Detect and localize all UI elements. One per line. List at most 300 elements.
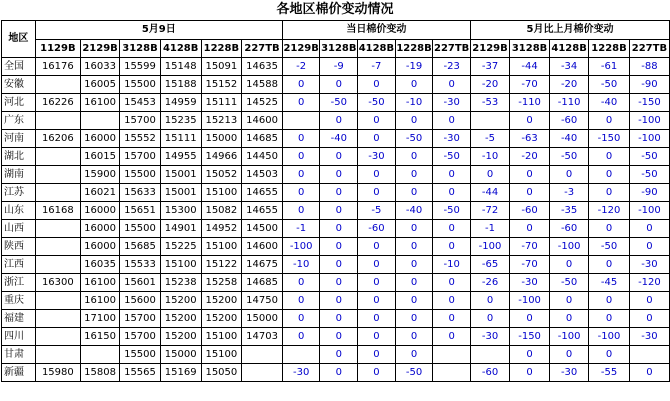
- daily-change-cell: 0: [358, 238, 396, 256]
- daily-change-cell: 0: [433, 166, 471, 184]
- column-header: 4128B: [358, 40, 396, 58]
- daily-change-cell: 0: [282, 202, 320, 220]
- price-cell: 14685: [242, 130, 283, 148]
- monthly-change-cell: -88: [629, 58, 669, 76]
- monthly-change-cell: 0: [629, 220, 669, 238]
- monthly-change-cell: 0: [629, 364, 669, 382]
- daily-change-cell: -23: [433, 58, 471, 76]
- monthly-change-cell: -150: [510, 328, 550, 346]
- price-cell: 15091: [201, 58, 242, 76]
- region-cell: 湖南: [2, 166, 36, 184]
- price-cell: [35, 184, 80, 202]
- daily-change-cell: 0: [395, 112, 433, 130]
- daily-change-cell: 0: [395, 148, 433, 166]
- daily-change-cell: 0: [395, 238, 433, 256]
- column-header: 1228B: [589, 40, 630, 58]
- price-cell: 14959: [160, 94, 201, 112]
- monthly-change-cell: -110: [510, 94, 550, 112]
- region-cell: 陕西: [2, 238, 36, 256]
- region-cell: 福建: [2, 310, 36, 328]
- monthly-change-cell: 0: [550, 256, 589, 274]
- monthly-change-cell: -60: [510, 202, 550, 220]
- monthly-change-cell: 0: [629, 310, 669, 328]
- monthly-change-cell: -50: [550, 274, 589, 292]
- price-cell: 15258: [201, 274, 242, 292]
- price-cell: [80, 112, 119, 130]
- monthly-change-cell: -70: [510, 256, 550, 274]
- monthly-change-cell: 0: [589, 310, 630, 328]
- monthly-change-cell: 0: [510, 364, 550, 382]
- price-cell: 16150: [80, 328, 119, 346]
- price-cell: 15213: [201, 112, 242, 130]
- column-header: 1228B: [395, 40, 433, 58]
- monthly-change-cell: -30: [550, 364, 589, 382]
- column-header: 1129B: [35, 40, 80, 58]
- monthly-change-cell: -30: [510, 274, 550, 292]
- monthly-change-cell: -20: [510, 148, 550, 166]
- price-cell: 15533: [120, 256, 161, 274]
- price-cell: [35, 76, 80, 94]
- price-cell: [242, 364, 283, 382]
- price-cell: 15100: [201, 184, 242, 202]
- monthly-change-cell: 0: [550, 166, 589, 184]
- monthly-change-cell: 0: [629, 238, 669, 256]
- price-cell: 16300: [35, 274, 80, 292]
- daily-change-cell: 0: [320, 76, 358, 94]
- daily-change-cell: 0: [395, 328, 433, 346]
- table-row: [2, 274, 670, 292]
- table-title: 各地区棉价变动情况: [276, 2, 394, 17]
- monthly-change-cell: -120: [589, 202, 630, 220]
- daily-change-cell: 0: [320, 148, 358, 166]
- price-cell: 14655: [242, 202, 283, 220]
- price-cell: 16000: [80, 238, 119, 256]
- table-row: [2, 58, 670, 76]
- daily-change-cell: 0: [358, 310, 396, 328]
- monthly-change-cell: -90: [629, 76, 669, 94]
- monthly-change-cell: -35: [550, 202, 589, 220]
- table-row: [2, 364, 670, 382]
- daily-change-cell: 0: [282, 310, 320, 328]
- daily-change-cell: 0: [433, 112, 471, 130]
- monthly-change-cell: 0: [589, 112, 630, 130]
- monthly-change-cell: -44: [510, 58, 550, 76]
- price-cell: 15100: [201, 238, 242, 256]
- daily-change-cell: 0: [282, 166, 320, 184]
- daily-change-cell: 0: [395, 166, 433, 184]
- monthly-change-cell: -40: [550, 130, 589, 148]
- table-row: [2, 238, 670, 256]
- monthly-change-cell: 0: [550, 310, 589, 328]
- price-cell: 15700: [120, 310, 161, 328]
- daily-change-cell: -100: [282, 238, 320, 256]
- price-cell: 16100: [80, 292, 119, 310]
- monthly-change-cell: -90: [629, 184, 669, 202]
- monthly-change-cell: 0: [470, 166, 509, 184]
- monthly-change-cell: 0: [589, 166, 630, 184]
- monthly-change-cell: 0: [589, 346, 630, 364]
- price-cell: 15633: [120, 184, 161, 202]
- monthly-change-cell: 0: [510, 112, 550, 130]
- monthly-change-cell: -70: [510, 76, 550, 94]
- daily-change-cell: -2: [282, 58, 320, 76]
- price-cell: 14600: [242, 238, 283, 256]
- price-cell: 14600: [242, 112, 283, 130]
- monthly-change-cell: 0: [510, 166, 550, 184]
- daily-change-cell: -30: [358, 148, 396, 166]
- price-cell: 15000: [201, 130, 242, 148]
- daily-change-cell: [282, 346, 320, 364]
- price-cell: 15685: [120, 238, 161, 256]
- column-header: 2129B: [282, 40, 320, 58]
- region-cell: 甘肃: [2, 346, 36, 364]
- price-cell: 14500: [242, 220, 283, 238]
- table-body: [2, 58, 670, 382]
- daily-change-cell: 0: [320, 310, 358, 328]
- daily-change-cell: 0: [282, 184, 320, 202]
- monthly-change-cell: -20: [470, 76, 509, 94]
- region-cell: 河北: [2, 94, 36, 112]
- monthly-change-group-header: 5月比上月棉价变动: [470, 21, 669, 40]
- price-cell: 16100: [80, 274, 119, 292]
- price-cell: 17100: [80, 310, 119, 328]
- monthly-change-cell: 0: [629, 292, 669, 310]
- daily-change-cell: 0: [282, 148, 320, 166]
- daily-change-cell: 0: [320, 364, 358, 382]
- price-cell: [35, 346, 80, 364]
- daily-change-cell: 0: [320, 346, 358, 364]
- monthly-change-cell: -60: [550, 112, 589, 130]
- monthly-change-cell: 0: [510, 310, 550, 328]
- table-row: [2, 220, 670, 238]
- price-cell: [35, 328, 80, 346]
- region-cell: 湖北: [2, 148, 36, 166]
- price-cell: 16015: [80, 148, 119, 166]
- price-cell: 15169: [160, 364, 201, 382]
- monthly-change-cell: -70: [510, 238, 550, 256]
- price-cell: 15500: [120, 166, 161, 184]
- price-cell: 15100: [160, 256, 201, 274]
- monthly-change-cell: -20: [550, 76, 589, 94]
- daily-change-cell: 0: [320, 202, 358, 220]
- daily-change-cell: 0: [282, 292, 320, 310]
- daily-change-cell: 0: [358, 292, 396, 310]
- table-row: [2, 292, 670, 310]
- monthly-change-cell: 0: [550, 346, 589, 364]
- monthly-change-cell: -100: [629, 202, 669, 220]
- monthly-change-cell: -150: [629, 94, 669, 112]
- price-cell: 14525: [242, 94, 283, 112]
- daily-change-cell: 0: [395, 184, 433, 202]
- price-cell: 15453: [120, 94, 161, 112]
- column-header: 3128B: [120, 40, 161, 58]
- daily-change-cell: 0: [320, 112, 358, 130]
- daily-change-cell: -5: [358, 202, 396, 220]
- monthly-change-cell: -100: [510, 292, 550, 310]
- daily-change-group-header: 当日棉价变动: [282, 21, 470, 40]
- daily-change-cell: 0: [358, 184, 396, 202]
- daily-change-cell: 0: [320, 184, 358, 202]
- table-row: [2, 202, 670, 220]
- price-cell: 15900: [80, 166, 119, 184]
- daily-change-cell: -40: [320, 130, 358, 148]
- monthly-change-cell: -30: [629, 256, 669, 274]
- daily-change-cell: 0: [320, 256, 358, 274]
- monthly-change-cell: 0: [589, 292, 630, 310]
- monthly-change-cell: -100: [629, 112, 669, 130]
- region-cell: 全国: [2, 58, 36, 76]
- monthly-change-cell: -63: [510, 130, 550, 148]
- price-cell: 16005: [80, 76, 119, 94]
- price-cell: 15200: [160, 328, 201, 346]
- daily-change-cell: -40: [395, 202, 433, 220]
- monthly-change-cell: -65: [470, 256, 509, 274]
- price-group-header: 5月9日: [35, 21, 282, 40]
- column-header: 2129B: [470, 40, 509, 58]
- price-cell: 15600: [120, 292, 161, 310]
- daily-change-cell: 0: [433, 274, 471, 292]
- price-cell: 15100: [201, 346, 242, 364]
- column-header: 3128B: [510, 40, 550, 58]
- price-cell: 15500: [120, 76, 161, 94]
- price-cell: 15200: [201, 292, 242, 310]
- monthly-change-cell: -3: [550, 184, 589, 202]
- price-cell: 14450: [242, 148, 283, 166]
- region-cell: 新疆: [2, 364, 36, 382]
- price-cell: [242, 346, 283, 364]
- monthly-change-cell: 0: [589, 148, 630, 166]
- monthly-change-cell: -50: [629, 148, 669, 166]
- monthly-change-cell: -100: [629, 130, 669, 148]
- daily-change-cell: 0: [395, 220, 433, 238]
- price-cell: 15111: [160, 130, 201, 148]
- price-cell: 14635: [242, 58, 283, 76]
- monthly-change-cell: -50: [550, 148, 589, 166]
- price-cell: 15700: [120, 112, 161, 130]
- price-cell: 14901: [160, 220, 201, 238]
- region-cell: 山东: [2, 202, 36, 220]
- price-cell: 15225: [160, 238, 201, 256]
- price-cell: 16168: [35, 202, 80, 220]
- price-cell: 15122: [201, 256, 242, 274]
- daily-change-cell: 0: [358, 256, 396, 274]
- daily-change-cell: 0: [358, 130, 396, 148]
- column-header: 227TB: [629, 40, 669, 58]
- monthly-change-cell: 0: [589, 184, 630, 202]
- price-cell: 14588: [242, 76, 283, 94]
- price-cell: 15565: [120, 364, 161, 382]
- monthly-change-cell: -50: [629, 166, 669, 184]
- monthly-change-cell: 0: [589, 256, 630, 274]
- region-cell: 山西: [2, 220, 36, 238]
- monthly-change-cell: -34: [550, 58, 589, 76]
- price-cell: 15050: [201, 364, 242, 382]
- price-cell: 15700: [120, 328, 161, 346]
- price-cell: 15000: [242, 310, 283, 328]
- daily-change-cell: -10: [433, 256, 471, 274]
- region-cell: 河南: [2, 130, 36, 148]
- monthly-change-cell: [629, 346, 669, 364]
- daily-change-cell: 0: [358, 364, 396, 382]
- price-cell: 16176: [35, 58, 80, 76]
- table-row: [2, 310, 670, 328]
- daily-change-cell: 0: [395, 310, 433, 328]
- price-cell: [35, 148, 80, 166]
- region-cell: 江西: [2, 256, 36, 274]
- monthly-change-cell: [470, 112, 509, 130]
- daily-change-cell: 0: [395, 76, 433, 94]
- price-cell: 15052: [201, 166, 242, 184]
- daily-change-cell: 0: [320, 166, 358, 184]
- daily-change-cell: -10: [282, 256, 320, 274]
- daily-change-cell: 0: [433, 238, 471, 256]
- daily-change-cell: 0: [395, 292, 433, 310]
- price-cell: 15100: [201, 328, 242, 346]
- table-row: [2, 256, 670, 274]
- price-cell: 16206: [35, 130, 80, 148]
- price-cell: [35, 166, 80, 184]
- table-header: [2, 21, 670, 58]
- price-cell: 16021: [80, 184, 119, 202]
- price-cell: 15000: [160, 346, 201, 364]
- column-header: 3128B: [320, 40, 358, 58]
- table-row: [2, 130, 670, 148]
- daily-change-cell: 0: [358, 328, 396, 346]
- monthly-change-cell: -26: [470, 274, 509, 292]
- price-cell: 15200: [160, 310, 201, 328]
- daily-change-cell: -50: [433, 202, 471, 220]
- monthly-change-cell: -110: [550, 94, 589, 112]
- monthly-change-cell: 0: [510, 184, 550, 202]
- column-header: 4128B: [160, 40, 201, 58]
- price-cell: [35, 112, 80, 130]
- daily-change-cell: 0: [433, 292, 471, 310]
- price-cell: 14952: [201, 220, 242, 238]
- monthly-change-cell: -50: [589, 76, 630, 94]
- monthly-change-cell: -10: [470, 148, 509, 166]
- monthly-change-cell: -60: [470, 364, 509, 382]
- monthly-change-cell: 0: [470, 310, 509, 328]
- monthly-change-cell: 0: [510, 346, 550, 364]
- price-cell: 15188: [160, 76, 201, 94]
- monthly-change-cell: -53: [470, 94, 509, 112]
- price-cell: [80, 346, 119, 364]
- column-header: 2129B: [80, 40, 119, 58]
- monthly-change-cell: -37: [470, 58, 509, 76]
- daily-change-cell: -7: [358, 58, 396, 76]
- daily-change-cell: -50: [433, 148, 471, 166]
- daily-change-cell: 0: [395, 256, 433, 274]
- daily-change-cell: -50: [395, 130, 433, 148]
- monthly-change-cell: -5: [470, 130, 509, 148]
- region-cell: 江苏: [2, 184, 36, 202]
- price-cell: [35, 292, 80, 310]
- daily-change-cell: [433, 346, 471, 364]
- table-row: [2, 328, 670, 346]
- column-header: 1228B: [201, 40, 242, 58]
- price-cell: 16000: [80, 130, 119, 148]
- monthly-change-cell: -150: [589, 130, 630, 148]
- monthly-change-cell: -55: [589, 364, 630, 382]
- price-cell: 14955: [160, 148, 201, 166]
- table-row: [2, 346, 670, 364]
- price-cell: 15111: [201, 94, 242, 112]
- table-row: [2, 76, 670, 94]
- price-cell: 16226: [35, 94, 80, 112]
- daily-change-cell: 0: [395, 274, 433, 292]
- price-cell: [35, 220, 80, 238]
- price-cell: 14966: [201, 148, 242, 166]
- daily-change-cell: 0: [320, 292, 358, 310]
- region-cell: 安徽: [2, 76, 36, 94]
- monthly-change-cell: -100: [550, 328, 589, 346]
- price-cell: 14675: [242, 256, 283, 274]
- daily-change-cell: 0: [320, 220, 358, 238]
- monthly-change-cell: -100: [589, 328, 630, 346]
- price-cell: 16000: [80, 202, 119, 220]
- price-cell: [35, 256, 80, 274]
- daily-change-cell: -19: [395, 58, 433, 76]
- daily-change-cell: 0: [395, 346, 433, 364]
- daily-change-cell: 0: [433, 328, 471, 346]
- column-header: 4128B: [550, 40, 589, 58]
- daily-change-cell: 0: [433, 184, 471, 202]
- daily-change-cell: -50: [320, 94, 358, 112]
- table-row: [2, 166, 670, 184]
- price-cell: 15700: [120, 148, 161, 166]
- daily-change-cell: 0: [433, 76, 471, 94]
- price-cell: 15148: [160, 58, 201, 76]
- table-row: [2, 94, 670, 112]
- monthly-change-cell: -72: [470, 202, 509, 220]
- price-cell: 14750: [242, 292, 283, 310]
- daily-change-cell: -10: [395, 94, 433, 112]
- monthly-change-cell: 0: [550, 292, 589, 310]
- cotton-price-table: [1, 20, 670, 382]
- daily-change-cell: 0: [282, 328, 320, 346]
- price-cell: 16033: [80, 58, 119, 76]
- daily-change-cell: -9: [320, 58, 358, 76]
- table-row: [2, 184, 670, 202]
- monthly-change-cell: [470, 346, 509, 364]
- daily-change-cell: -1: [282, 220, 320, 238]
- daily-change-cell: -50: [358, 94, 396, 112]
- monthly-change-cell: -61: [589, 58, 630, 76]
- table-row: [2, 112, 670, 130]
- region-cell: 浙江: [2, 274, 36, 292]
- monthly-change-cell: -100: [550, 238, 589, 256]
- price-cell: 16100: [80, 94, 119, 112]
- monthly-change-cell: 0: [470, 292, 509, 310]
- daily-change-cell: [433, 364, 471, 382]
- price-cell: 15082: [201, 202, 242, 220]
- daily-change-cell: [282, 112, 320, 130]
- price-cell: 16035: [80, 256, 119, 274]
- daily-change-cell: 0: [358, 166, 396, 184]
- daily-change-cell: 0: [358, 76, 396, 94]
- monthly-change-cell: 0: [589, 220, 630, 238]
- region-cell: 四川: [2, 328, 36, 346]
- monthly-change-cell: -1: [470, 220, 509, 238]
- price-cell: 14655: [242, 184, 283, 202]
- monthly-change-cell: -120: [629, 274, 669, 292]
- monthly-change-cell: -45: [589, 274, 630, 292]
- price-cell: 14503: [242, 166, 283, 184]
- daily-change-cell: 0: [282, 94, 320, 112]
- daily-change-cell: 0: [433, 220, 471, 238]
- price-cell: [35, 310, 80, 328]
- price-cell: 15601: [120, 274, 161, 292]
